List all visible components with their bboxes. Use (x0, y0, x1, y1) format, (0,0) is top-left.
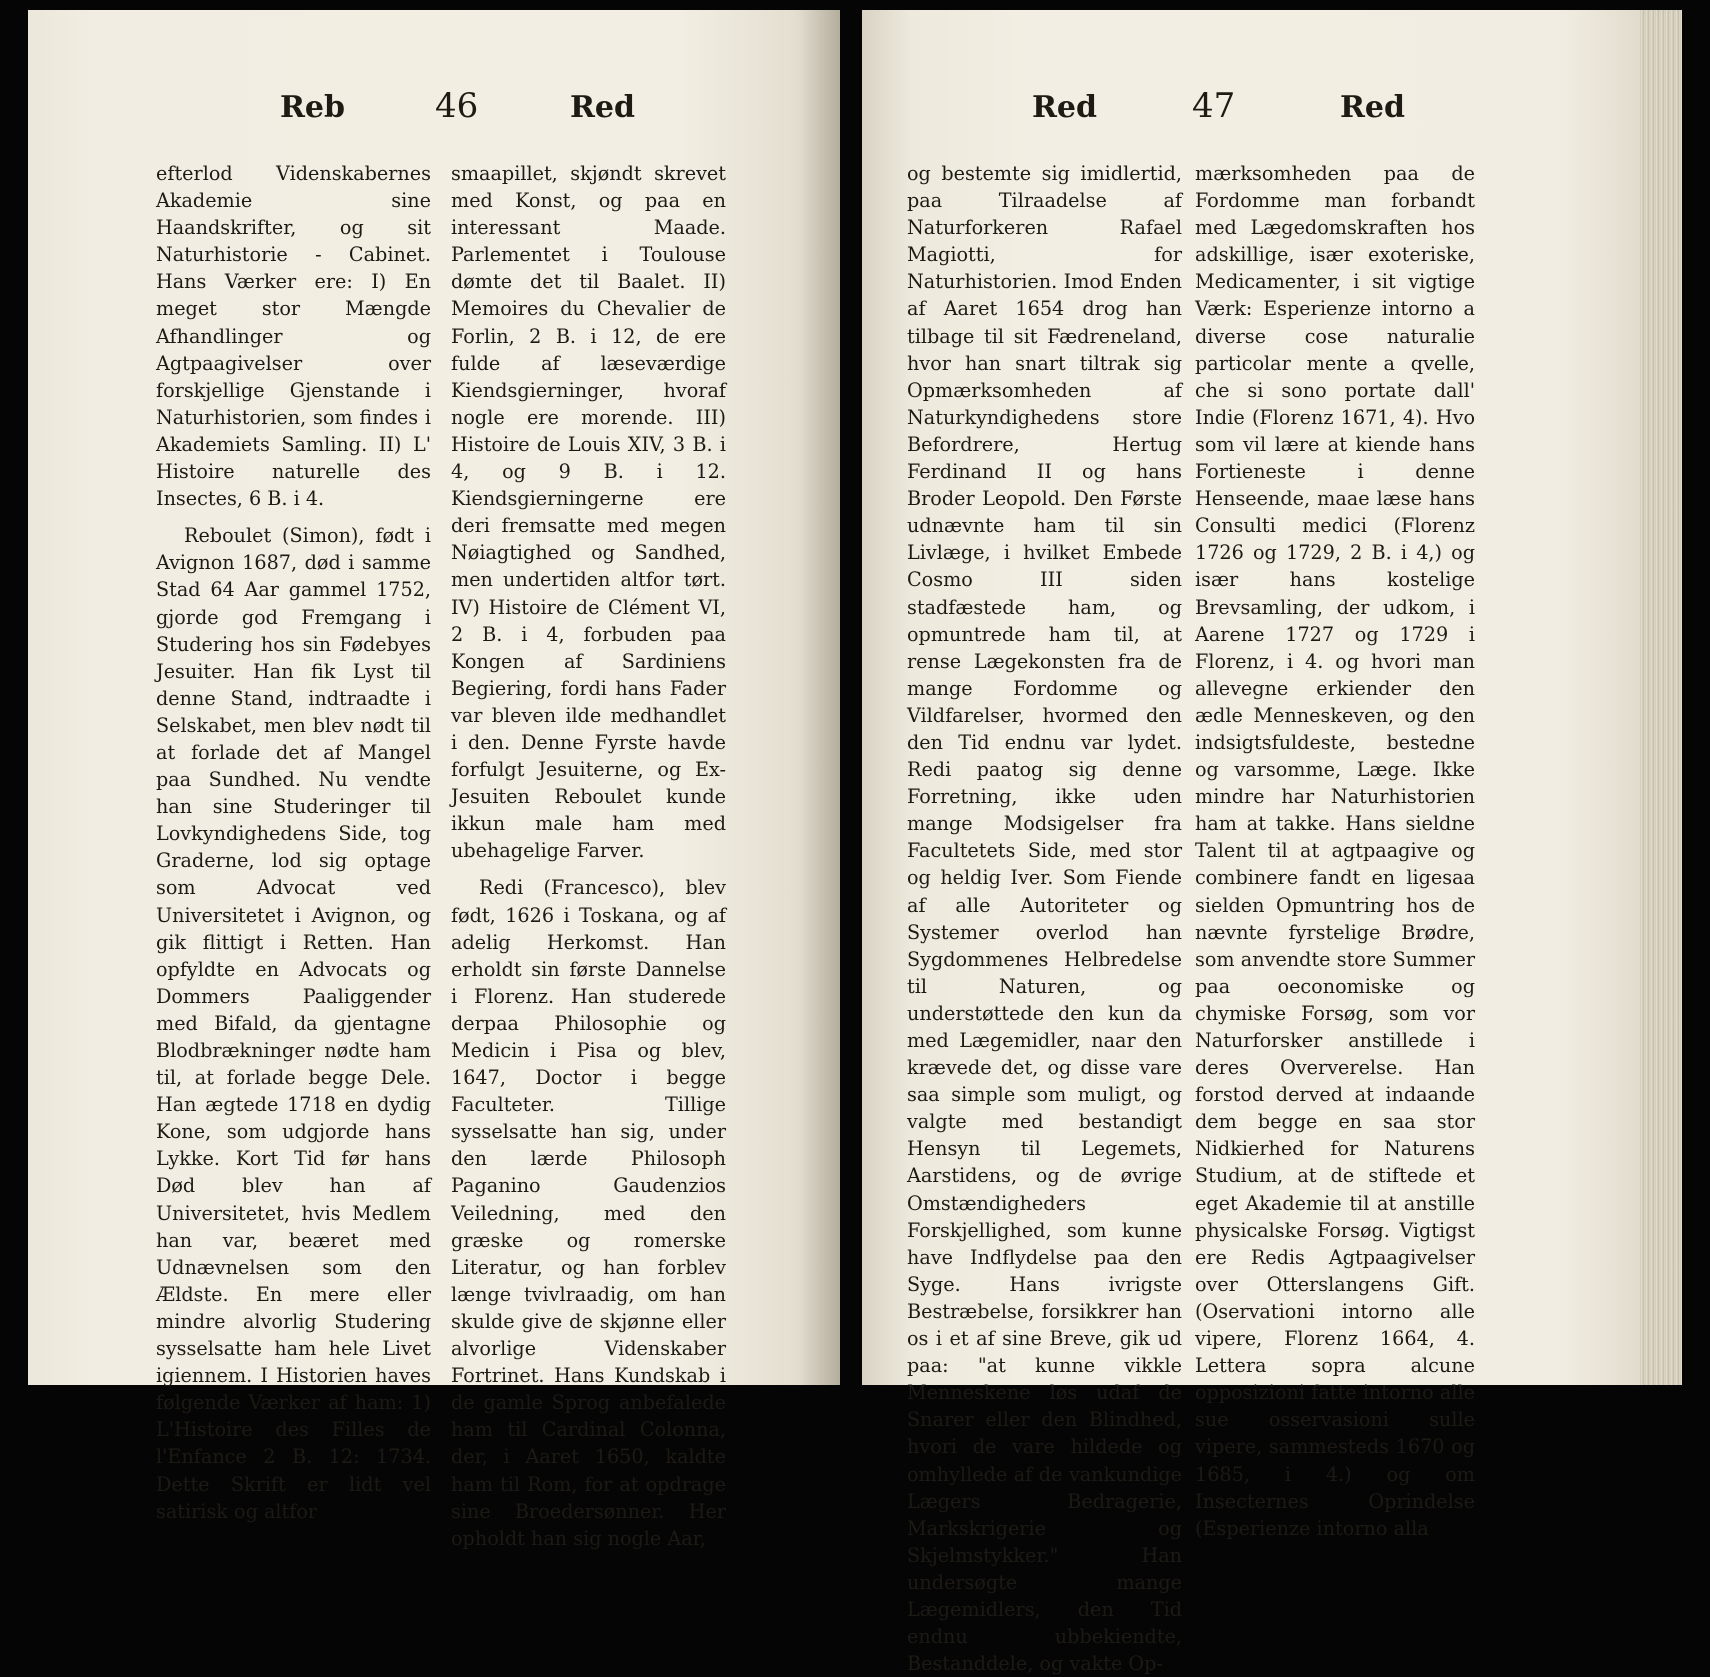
guideword-left: Reb (280, 90, 345, 125)
left-page-column-2 (451, 160, 726, 1552)
page-number: 46 (435, 86, 479, 126)
entry-reboulet: Reboulet (Simon), født i Avignon 1687, død i samme Stad 64 Aar gammel 1752, gjorde god Fremgang i Studering hos sin Fødebyes Jesuiter. Han fik Lyst til denne Stand, indtraadte i Selskabet, men blev nødt til at forlade det af Mangel paa Sundhed. Nu vendte han sine Studeringer til Lovkyndighedens Side, tog Graderne, lod sig optage som Advocat ved Universitetet i Avignon, og gik flittigt i Retten. Han opfyldte en Advocats og Dommers Paaliggender med Bifald, da gjentagne Blodbrækninger nødte ham til, at forlade begge Dele. Han ægtede 1718 en dydig Kone, som udgjorde hans Lykke. Kort Tid før hans Død blev han af Universitetet, hvis Medlem han var, beæret med Udnævnelsen som den Ældste. En mere eller mindre alvorlig Studering sysselsatte ham hele Livet igiennem. I Historien haves følgende Værker af ham: 1) L'Histoire des Filles de l'Enfance 2 B. 12: 1734. Dette Skrift er lidt vel satirisk og altfor (156, 524, 431, 1523)
paragraph: smaapillet, skjøndt skrevet med Konst, og paa en interessant Maade. Parlementet i Toulouse dømte det til Baalet. II) Memoires du Chevalier de Forlin, 2 B. i 12, de ere fulde af læseværdige Kiendsgierninger, hvoraf nogle ere morende. III) Histoire de Louis XIV, 3 B. i 4, og 9 B. i 12. Kiendsgierningerne ere deri fremsatte med megen Nøiagtighed og Sandhed, men undertiden altfor tørt. IV) Histoire de Clément VI, 2 B. i 4, forbuden paa Kongen af Sardiniens Begiering, fordi hans Fader var bleven ilde medhandlet i den. Denne Fyrste havde forfulgt Jesuiterne, og Ex-Jesuiten Reboulet kunde ikkun male ham med ubehagelige Farver. (451, 162, 726, 863)
left-page (28, 10, 840, 1550)
gutter-shadow (800, 10, 840, 1385)
left-page-column-1 (156, 160, 431, 1525)
entry-redi: Redi (Francesco), blev født, 1626 i Toskana, og af adelig Herkomst. Han erholdt sin første Dannelse i Florenz. Han studerede derpaa Philosophie og Medicin i Pisa og blev, 1647, Doctor i begge Faculteter. Tillige sysselsatte han sig, under den lærde Philosoph Paganino Gaudenzios Veiledning, med den græske og romerske Literatur, og han forblev længe tvivlraadig, om han skulde give de skjønne eller alvorlige Videnskaber Fortrinet. Hans Kundskab i de gamle Sprog anbefalede ham til Cardinal Colonna, der, i Aaret 1650, kaldte ham til Rom, for at opdrage sine Broedersønner. Her opholdt han sig nogle Aar, (451, 876, 726, 1550)
guideword-right: Red (1340, 90, 1405, 125)
paragraph: efterlod Videnskabernes Akademie sine Haandskrifter, og sit Naturhistorie - Cabinet. Hans Værker ere: I) En meget stor Mængde Afhandlinger og Agtpaagivelser over forskjellige Gjenstande i Naturhistorien, som findes i Akademiets Samling. II) L' Histoire naturelle des Insectes, 6 B. i 4. (156, 162, 431, 511)
page-number: 47 (1192, 86, 1236, 126)
paragraph: og bestemte sig imidlertid, paa Tilraadelse af Naturforkeren Rafael Magiotti, for Naturhistorien. Imod Enden af Aaret 1654 drog han tilbage til sit Fædreneland, hvor han snart tiltrak sig Opmærksomheden af Naturkyndighedens store Befordrere, Hertug Ferdinand II og hans Broder Leopold. Den Første udnævnte ham til sin Livlæge, i hvilket Embede Cosmo III siden stadfæstede ham, og opmuntrede ham til, at rense Lægekonsten fra de mange Fordomme og Vildfarelser, hvormed den den Tid endnu var lydet. Redi paatog sig denne Forretning, ikke uden mange Modsigelser fra Facultetets Side, med stor og heldig Iver. Som Fiende af alle Autoriteter og Systemer overlod han Sygdommenes Helbredelse til Naturen, og understøttede den kun da med Lægemidler, naar den krævede det, og disse vare saa simple som muligt, og valgte med bestandigt Hensyn til Legemets, Aarstidens, og de øvrige Omstændigheders Forskjellighed, som kunne have Indflydelse paa den Syge. Hans ivrigste Bestræbelse, forsikkrer han os i et af sine Breve, gik ud paa: "at kunne vikkle Menneskene løs udaf de Snarer eller den Blindhed, hvori de vare hildede og omhyllede af de vankundige Lægers Bedragerie, Markskrigerie og Skjelmstykker." Han undersøgte mange Lægemidlers, den Tid endnu ubbekiendte, Bestanddele, og vakte Op- (907, 162, 1182, 1676)
page-edges (1640, 10, 1682, 1385)
paragraph: mærksomheden paa de Fordomme man forbandt med Lægedomskraften hos adskillige, især exoteriske, Medicamenter, i sit vigtige Værk: Esperienze intorno a diverse cose naturalie particolar mente a qvelle, che si sono portate dall' Indie (Florenz 1671, 4). Hvo som vil lære at kiende hans Fortieneste i denne Henseende, maae læse hans Consulti medici (Florenz 1726 og 1729, 2 B. i 4,) og især hans kostelige Brevsamling, der udkom, i Aarene 1727 og 1729 i Florenz, i 4. og hvori man allevegne erkiender den ædle Menneskeven, og den indsigtsfuldeste, bestedne og varsomme, Læge. Ikke mindre har Naturhistorien ham at takke. Hans sieldne Talent til at agtpaagive og combinere fandt en ligesaa sielden Opmuntring hos de nævnte fyrstelige Brødre, som anvendte store Summer paa oeconomiske og chymiske Forsøg, som vor Naturforsker anstillede i deres Oververelse. Han forstod derved at indaande dem begge en saa stor Nidkierhed for Naturens Studium, at de stiftede et eget Akademie til at anstille physicalske Forsøg. Vigtigst ere Redis Agtpaagivelser over Otterslangens Gift. (Oservationi intorno alle vipere, Florenz 1664, 4. Lettera sopra alcune opposizioni fatte intorno alle sue osservasioni sulle vipere, sammesteds 1670 og 1685, i 4.) og om Insecternes Oprindelse (Esperienze intorno alla (1195, 162, 1475, 1540)
right-page-column-1 (907, 160, 1182, 1677)
right-page-header (1032, 86, 1532, 140)
guideword-right: Red (570, 90, 635, 125)
guideword-left: Red (1032, 90, 1097, 125)
right-page-column-2 (1195, 160, 1475, 1542)
left-page-header (280, 86, 780, 140)
right-page (862, 10, 1682, 1676)
